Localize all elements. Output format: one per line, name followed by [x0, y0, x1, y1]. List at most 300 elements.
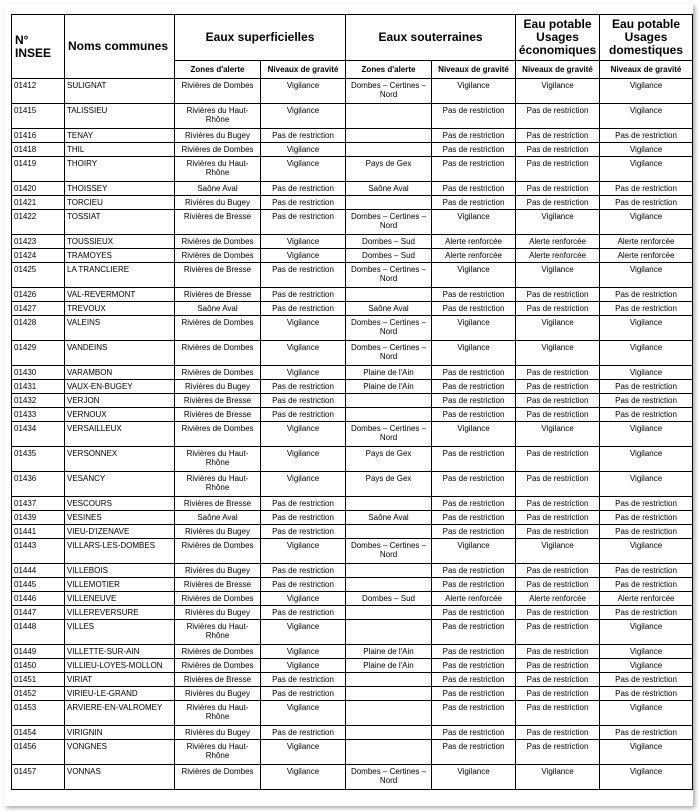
cell-insee: 01426: [12, 288, 65, 302]
cell-niveau-dom: Pas de restriction: [600, 380, 693, 394]
cell-niveau-dom: Vigilance: [600, 79, 693, 104]
table-row: [12, 539, 693, 564]
cell-niveau-sout: Pas de restriction: [432, 129, 516, 143]
cell-niveau-dom: Pas de restriction: [600, 511, 693, 525]
cell-niveau-dom: Pas de restriction: [600, 578, 693, 592]
cell-niveau-eco: Pas de restriction: [516, 408, 600, 422]
cell-commune: VANDEINS: [65, 341, 175, 366]
cell-niveau-eco: Pas de restriction: [516, 129, 600, 143]
cell-commune: VERNOUX: [65, 408, 175, 422]
cell-insee: 01420: [12, 182, 65, 196]
cell-zone-sout: [346, 497, 432, 511]
cell-zone-sup: Saône Aval: [175, 182, 261, 196]
cell-commune: VERJON: [65, 394, 175, 408]
header-eaux-superficielles: Eaux superficielles: [175, 15, 346, 61]
cell-niveau-sup: Vigilance: [261, 316, 346, 341]
cell-commune: VIRIAT: [65, 673, 175, 687]
cell-commune: VIRIEU-LE-GRAND: [65, 687, 175, 701]
cell-zone-sup: Rivières de Bresse: [175, 210, 261, 235]
cell-commune: VESINES: [65, 511, 175, 525]
cell-zone-sup: Rivières du Bugey: [175, 606, 261, 620]
header-commune: Noms communes: [65, 15, 175, 79]
cell-commune: THIL: [65, 143, 175, 157]
cell-niveau-dom: Vigilance: [600, 263, 693, 288]
cell-zone-sout: [346, 726, 432, 740]
cell-zone-sout: Dombes – Sud: [346, 249, 432, 263]
cell-zone-sup: Saône Aval: [175, 511, 261, 525]
cell-niveau-dom: Vigilance: [600, 701, 693, 726]
cell-niveau-sout: Pas de restriction: [432, 564, 516, 578]
cell-niveau-eco: Pas de restriction: [516, 302, 600, 316]
table-row: [12, 182, 693, 196]
cell-niveau-sout: Pas de restriction: [432, 645, 516, 659]
cell-niveau-eco: Pas de restriction: [516, 606, 600, 620]
cell-insee: 01418: [12, 143, 65, 157]
cell-niveau-eco: Pas de restriction: [516, 472, 600, 497]
cell-zone-sout: Saône Aval: [346, 302, 432, 316]
table-row: [12, 302, 693, 316]
cell-commune: VERSAILLEUX: [65, 422, 175, 447]
cell-niveau-dom: Vigilance: [600, 659, 693, 673]
cell-zone-sup: Rivières de Bresse: [175, 288, 261, 302]
cell-insee: 01428: [12, 316, 65, 341]
cell-niveau-sup: Vigilance: [261, 645, 346, 659]
table-row: [12, 129, 693, 143]
cell-zone-sup: Rivières de Bresse: [175, 408, 261, 422]
cell-insee: 01456: [12, 740, 65, 765]
cell-niveau-eco: Pas de restriction: [516, 564, 600, 578]
cell-zone-sup: Rivières de Dombes: [175, 592, 261, 606]
cell-niveau-dom: Pas de restriction: [600, 726, 693, 740]
cell-zone-sout: Plaine de l'Ain: [346, 645, 432, 659]
cell-zone-sout: [346, 129, 432, 143]
cell-niveau-sup: Pas de restriction: [261, 497, 346, 511]
table-row: [12, 592, 693, 606]
cell-commune: VILLENEUVE: [65, 592, 175, 606]
table-row: [12, 422, 693, 447]
cell-niveau-sup: Vigilance: [261, 539, 346, 564]
cell-niveau-sout: Pas de restriction: [432, 687, 516, 701]
cell-niveau-dom: Pas de restriction: [600, 606, 693, 620]
cell-zone-sup: Rivières de Dombes: [175, 79, 261, 104]
cell-insee: 01436: [12, 472, 65, 497]
table-row: [12, 249, 693, 263]
cell-zone-sout: Plaine de l'Ain: [346, 380, 432, 394]
cell-commune: VAUX-EN-BUGEY: [65, 380, 175, 394]
cell-niveau-sup: Pas de restriction: [261, 129, 346, 143]
cell-niveau-sout: Pas de restriction: [432, 578, 516, 592]
cell-niveau-eco: Pas de restriction: [516, 701, 600, 726]
cell-niveau-eco: Pas de restriction: [516, 525, 600, 539]
cell-niveau-sout: Vigilance: [432, 79, 516, 104]
subheader-zones-sout: Zones d'alerte: [346, 61, 432, 79]
cell-insee: 01434: [12, 422, 65, 447]
cell-niveau-sup: Pas de restriction: [261, 302, 346, 316]
cell-niveau-eco: Vigilance: [516, 765, 600, 790]
cell-niveau-sout: Pas de restriction: [432, 302, 516, 316]
cell-zone-sout: Dombes – Certines – Nord: [346, 341, 432, 366]
cell-zone-sout: [346, 673, 432, 687]
cell-niveau-eco: Pas de restriction: [516, 687, 600, 701]
cell-commune: VESANCY: [65, 472, 175, 497]
cell-niveau-dom: Pas de restriction: [600, 196, 693, 210]
cell-niveau-dom: Pas de restriction: [600, 687, 693, 701]
cell-insee: 01437: [12, 497, 65, 511]
cell-niveau-dom: Pas de restriction: [600, 129, 693, 143]
document-page: [4, 4, 693, 806]
table-row: [12, 447, 693, 472]
cell-niveau-eco: Pas de restriction: [516, 288, 600, 302]
cell-commune: THOIRY: [65, 157, 175, 182]
cell-niveau-eco: Pas de restriction: [516, 578, 600, 592]
cell-zone-sout: Plaine de l'Ain: [346, 659, 432, 673]
cell-insee: 01446: [12, 592, 65, 606]
cell-zone-sup: Rivières de Dombes: [175, 249, 261, 263]
cell-insee: 01427: [12, 302, 65, 316]
cell-insee: 01422: [12, 210, 65, 235]
cell-insee: 01430: [12, 366, 65, 380]
cell-zone-sout: [346, 288, 432, 302]
cell-zone-sup: Rivières du Bugey: [175, 564, 261, 578]
table-row: [12, 263, 693, 288]
cell-niveau-sout: Vigilance: [432, 316, 516, 341]
table-row: [12, 525, 693, 539]
cell-niveau-sout: Alerte renforcée: [432, 235, 516, 249]
cell-zone-sout: [346, 408, 432, 422]
cell-niveau-sout: Pas de restriction: [432, 157, 516, 182]
subheader-niveaux-eco: Niveaux de gravité: [516, 61, 600, 79]
cell-niveau-dom: Vigilance: [600, 341, 693, 366]
cell-insee: 01457: [12, 765, 65, 790]
cell-zone-sout: Dombes – Certines – Nord: [346, 316, 432, 341]
cell-niveau-dom: Pas de restriction: [600, 288, 693, 302]
cell-commune: TOUSSIEUX: [65, 235, 175, 249]
table-row: [12, 210, 693, 235]
cell-niveau-sout: Pas de restriction: [432, 511, 516, 525]
cell-zone-sup: Rivières de Dombes: [175, 235, 261, 249]
cell-zone-sup: Rivières de Dombes: [175, 316, 261, 341]
cell-niveau-eco: Vigilance: [516, 316, 600, 341]
cell-niveau-sout: Pas de restriction: [432, 182, 516, 196]
table-row: [12, 701, 693, 726]
header-eaux-souterraines: Eaux souterraines: [346, 15, 516, 61]
cell-niveau-sout: Pas de restriction: [432, 620, 516, 645]
cell-niveau-dom: Pas de restriction: [600, 408, 693, 422]
table-row: [12, 620, 693, 645]
cell-zone-sup: Rivières de Bresse: [175, 578, 261, 592]
cell-niveau-eco: Pas de restriction: [516, 182, 600, 196]
cell-insee: 01412: [12, 79, 65, 104]
cell-niveau-eco: Vigilance: [516, 210, 600, 235]
cell-commune: VILLEBOIS: [65, 564, 175, 578]
cell-niveau-sup: Pas de restriction: [261, 687, 346, 701]
cell-niveau-sout: Pas de restriction: [432, 288, 516, 302]
cell-zone-sout: Dombes – Certines – Nord: [346, 765, 432, 790]
cell-niveau-sup: Vigilance: [261, 104, 346, 129]
cell-niveau-sup: Vigilance: [261, 620, 346, 645]
table-row: [12, 472, 693, 497]
cell-niveau-dom: Pas de restriction: [600, 564, 693, 578]
cell-niveau-dom: Pas de restriction: [600, 394, 693, 408]
cell-niveau-eco: Alerte renforcée: [516, 235, 600, 249]
table-row: [12, 79, 693, 104]
cell-niveau-sup: Pas de restriction: [261, 182, 346, 196]
cell-zone-sout: Dombes – Certines – Nord: [346, 210, 432, 235]
cell-zone-sup: Rivières de Dombes: [175, 366, 261, 380]
cell-zone-sout: Saône Aval: [346, 182, 432, 196]
cell-zone-sup: Rivières de Dombes: [175, 765, 261, 790]
cell-niveau-dom: Vigilance: [600, 645, 693, 659]
cell-niveau-sup: Pas de restriction: [261, 288, 346, 302]
cell-zone-sup: Rivières de Bresse: [175, 394, 261, 408]
cell-zone-sup: Rivières du Bugey: [175, 687, 261, 701]
cell-niveau-sup: Vigilance: [261, 701, 346, 726]
cell-niveau-sup: Vigilance: [261, 235, 346, 249]
cell-commune: VILLEMOTIER: [65, 578, 175, 592]
table-row: [12, 606, 693, 620]
cell-niveau-eco: Pas de restriction: [516, 497, 600, 511]
cell-zone-sup: Rivières du Haut-Rhône: [175, 447, 261, 472]
cell-niveau-sout: Pas de restriction: [432, 196, 516, 210]
table-row: [12, 645, 693, 659]
cell-niveau-sup: Vigilance: [261, 592, 346, 606]
cell-niveau-eco: Pas de restriction: [516, 196, 600, 210]
cell-zone-sout: [346, 143, 432, 157]
cell-zone-sout: [346, 394, 432, 408]
cell-niveau-dom: Vigilance: [600, 104, 693, 129]
cell-niveau-sout: Alerte renforcée: [432, 592, 516, 606]
cell-zone-sout: [346, 104, 432, 129]
cell-niveau-sup: Pas de restriction: [261, 578, 346, 592]
cell-niveau-eco: Vigilance: [516, 263, 600, 288]
cell-zone-sout: Dombes – Sud: [346, 592, 432, 606]
cell-insee: 01452: [12, 687, 65, 701]
cell-niveau-sout: Pas de restriction: [432, 394, 516, 408]
cell-commune: VERSONNEX: [65, 447, 175, 472]
cell-niveau-sout: Pas de restriction: [432, 447, 516, 472]
cell-niveau-eco: Pas de restriction: [516, 157, 600, 182]
table-row: [12, 497, 693, 511]
cell-niveau-eco: Pas de restriction: [516, 645, 600, 659]
cell-zone-sout: Dombes – Certines – Nord: [346, 539, 432, 564]
cell-insee: 01423: [12, 235, 65, 249]
cell-insee: 01415: [12, 104, 65, 129]
cell-insee: 01433: [12, 408, 65, 422]
table-row: [12, 673, 693, 687]
cell-niveau-dom: Vigilance: [600, 210, 693, 235]
cell-insee: 01445: [12, 578, 65, 592]
cell-niveau-eco: Pas de restriction: [516, 740, 600, 765]
cell-niveau-dom: Pas de restriction: [600, 525, 693, 539]
cell-niveau-sout: Vigilance: [432, 539, 516, 564]
cell-niveau-sup: Pas de restriction: [261, 210, 346, 235]
cell-niveau-sout: Pas de restriction: [432, 701, 516, 726]
cell-niveau-eco: Alerte renforcée: [516, 249, 600, 263]
cell-niveau-sout: Pas de restriction: [432, 726, 516, 740]
cell-commune: VALEINS: [65, 316, 175, 341]
cell-niveau-dom: Pas de restriction: [600, 497, 693, 511]
cell-niveau-sout: Vigilance: [432, 422, 516, 447]
cell-commune: VILLEREVERSURE: [65, 606, 175, 620]
cell-niveau-dom: Pas de restriction: [600, 673, 693, 687]
cell-niveau-sout: Pas de restriction: [432, 740, 516, 765]
cell-niveau-sup: Pas de restriction: [261, 263, 346, 288]
cell-zone-sup: Rivières du Bugey: [175, 380, 261, 394]
cell-niveau-sout: Pas de restriction: [432, 143, 516, 157]
cell-niveau-sout: Vigilance: [432, 765, 516, 790]
cell-niveau-eco: Pas de restriction: [516, 104, 600, 129]
cell-commune: THOISSEY: [65, 182, 175, 196]
cell-niveau-sup: Vigilance: [261, 143, 346, 157]
table-row: [12, 659, 693, 673]
cell-zone-sout: [346, 701, 432, 726]
cell-niveau-dom: Vigilance: [600, 620, 693, 645]
cell-zone-sup: Rivières du Bugey: [175, 129, 261, 143]
table-row: [12, 740, 693, 765]
header-eau-potable-eco: Eau potable Usages économiques: [516, 15, 600, 61]
cell-commune: TOSSIAT: [65, 210, 175, 235]
cell-niveau-dom: Alerte renforcée: [600, 235, 693, 249]
cell-zone-sout: Saône Aval: [346, 511, 432, 525]
cell-insee: 01439: [12, 511, 65, 525]
cell-niveau-dom: Vigilance: [600, 157, 693, 182]
cell-niveau-eco: Pas de restriction: [516, 620, 600, 645]
cell-zone-sout: [346, 620, 432, 645]
cell-insee: 01441: [12, 525, 65, 539]
cell-niveau-sout: Pas de restriction: [432, 659, 516, 673]
cell-niveau-eco: Vigilance: [516, 422, 600, 447]
cell-insee: 01451: [12, 673, 65, 687]
cell-niveau-sup: Pas de restriction: [261, 511, 346, 525]
cell-niveau-eco: Vigilance: [516, 341, 600, 366]
table-row: [12, 341, 693, 366]
cell-niveau-eco: Pas de restriction: [516, 447, 600, 472]
cell-insee: 01454: [12, 726, 65, 740]
cell-zone-sout: [346, 196, 432, 210]
cell-zone-sout: Pays de Gex: [346, 157, 432, 182]
cell-zone-sup: Rivières de Bresse: [175, 497, 261, 511]
cell-zone-sup: Rivières du Haut-Rhône: [175, 620, 261, 645]
subheader-niveaux-sup: Niveaux de gravité: [261, 61, 346, 79]
header-eau-potable-dom: Eau potable Usages domestiques: [600, 15, 693, 61]
cell-zone-sup: Rivières de Dombes: [175, 341, 261, 366]
table-row: [12, 235, 693, 249]
cell-insee: 01444: [12, 564, 65, 578]
cell-niveau-sup: Vigilance: [261, 765, 346, 790]
cell-zone-sout: Dombes – Certines – Nord: [346, 79, 432, 104]
cell-niveau-sout: Pas de restriction: [432, 408, 516, 422]
table-row: [12, 726, 693, 740]
cell-niveau-sup: Pas de restriction: [261, 673, 346, 687]
cell-niveau-sout: Pas de restriction: [432, 104, 516, 129]
cell-niveau-sout: Pas de restriction: [432, 472, 516, 497]
cell-niveau-sout: Vigilance: [432, 210, 516, 235]
cell-niveau-sup: Vigilance: [261, 740, 346, 765]
cell-commune: TALISSIEU: [65, 104, 175, 129]
cell-niveau-sout: Pas de restriction: [432, 606, 516, 620]
cell-commune: VIRIGNIN: [65, 726, 175, 740]
cell-niveau-dom: Alerte renforcée: [600, 249, 693, 263]
cell-insee: 01424: [12, 249, 65, 263]
table-row: [12, 578, 693, 592]
cell-zone-sout: [346, 564, 432, 578]
cell-insee: 01416: [12, 129, 65, 143]
cell-insee: 01425: [12, 263, 65, 288]
cell-commune: VAL-REVERMONT: [65, 288, 175, 302]
cell-zone-sout: Pays de Gex: [346, 447, 432, 472]
cell-niveau-eco: Pas de restriction: [516, 394, 600, 408]
cell-insee: 01450: [12, 659, 65, 673]
cell-commune: TRAMOYES: [65, 249, 175, 263]
cell-commune: VILLIEU-LOYES-MOLLON: [65, 659, 175, 673]
cell-commune: VIEU-D'IZENAVE: [65, 525, 175, 539]
cell-insee: 01421: [12, 196, 65, 210]
cell-niveau-dom: Vigilance: [600, 740, 693, 765]
cell-zone-sout: Dombes – Certines – Nord: [346, 263, 432, 288]
cell-zone-sout: Dombes – Sud: [346, 235, 432, 249]
cell-zone-sup: Rivières du Bugey: [175, 726, 261, 740]
cell-commune: LA TRANCLIERE: [65, 263, 175, 288]
cell-zone-sup: Rivières du Haut-Rhône: [175, 157, 261, 182]
cell-niveau-eco: Pas de restriction: [516, 659, 600, 673]
cell-commune: VILLES: [65, 620, 175, 645]
cell-insee: 01453: [12, 701, 65, 726]
table-row: [12, 687, 693, 701]
cell-niveau-dom: Vigilance: [600, 143, 693, 157]
cell-commune: VILLETTE-SUR-AIN: [65, 645, 175, 659]
cell-niveau-sup: Pas de restriction: [261, 380, 346, 394]
cell-niveau-eco: Pas de restriction: [516, 673, 600, 687]
cell-niveau-dom: Pas de restriction: [600, 182, 693, 196]
cell-zone-sup: Rivières du Haut-Rhône: [175, 740, 261, 765]
cell-niveau-dom: Vigilance: [600, 472, 693, 497]
cell-zone-sup: Saône Aval: [175, 302, 261, 316]
cell-niveau-sup: Pas de restriction: [261, 525, 346, 539]
cell-insee: 01419: [12, 157, 65, 182]
table-row: [12, 157, 693, 182]
cell-niveau-sup: Pas de restriction: [261, 394, 346, 408]
cell-zone-sup: Rivières de Dombes: [175, 143, 261, 157]
table-row: [12, 564, 693, 578]
cell-niveau-sout: Pas de restriction: [432, 525, 516, 539]
cell-niveau-eco: Alerte renforcée: [516, 592, 600, 606]
cell-zone-sup: Rivières de Bresse: [175, 263, 261, 288]
cell-commune: VONGNES: [65, 740, 175, 765]
cell-niveau-sup: Vigilance: [261, 447, 346, 472]
cell-zone-sup: Rivières du Haut-Rhône: [175, 472, 261, 497]
table-row: [12, 196, 693, 210]
cell-zone-sout: [346, 525, 432, 539]
cell-niveau-dom: Vigilance: [600, 765, 693, 790]
table-row: [12, 380, 693, 394]
cell-insee: 01443: [12, 539, 65, 564]
cell-zone-sup: Rivières du Bugey: [175, 196, 261, 210]
cell-niveau-sup: Vigilance: [261, 422, 346, 447]
cell-niveau-eco: Pas de restriction: [516, 143, 600, 157]
cell-niveau-dom: Vigilance: [600, 447, 693, 472]
cell-niveau-dom: Vigilance: [600, 366, 693, 380]
cell-commune: VARAMBON: [65, 366, 175, 380]
cell-niveau-sup: Vigilance: [261, 79, 346, 104]
cell-niveau-sup: Vigilance: [261, 659, 346, 673]
cell-zone-sout: [346, 578, 432, 592]
table-row: [12, 143, 693, 157]
cell-niveau-eco: Vigilance: [516, 79, 600, 104]
cell-insee: 01447: [12, 606, 65, 620]
cell-zone-sout: [346, 606, 432, 620]
table-row: [12, 408, 693, 422]
cell-niveau-sup: Pas de restriction: [261, 564, 346, 578]
